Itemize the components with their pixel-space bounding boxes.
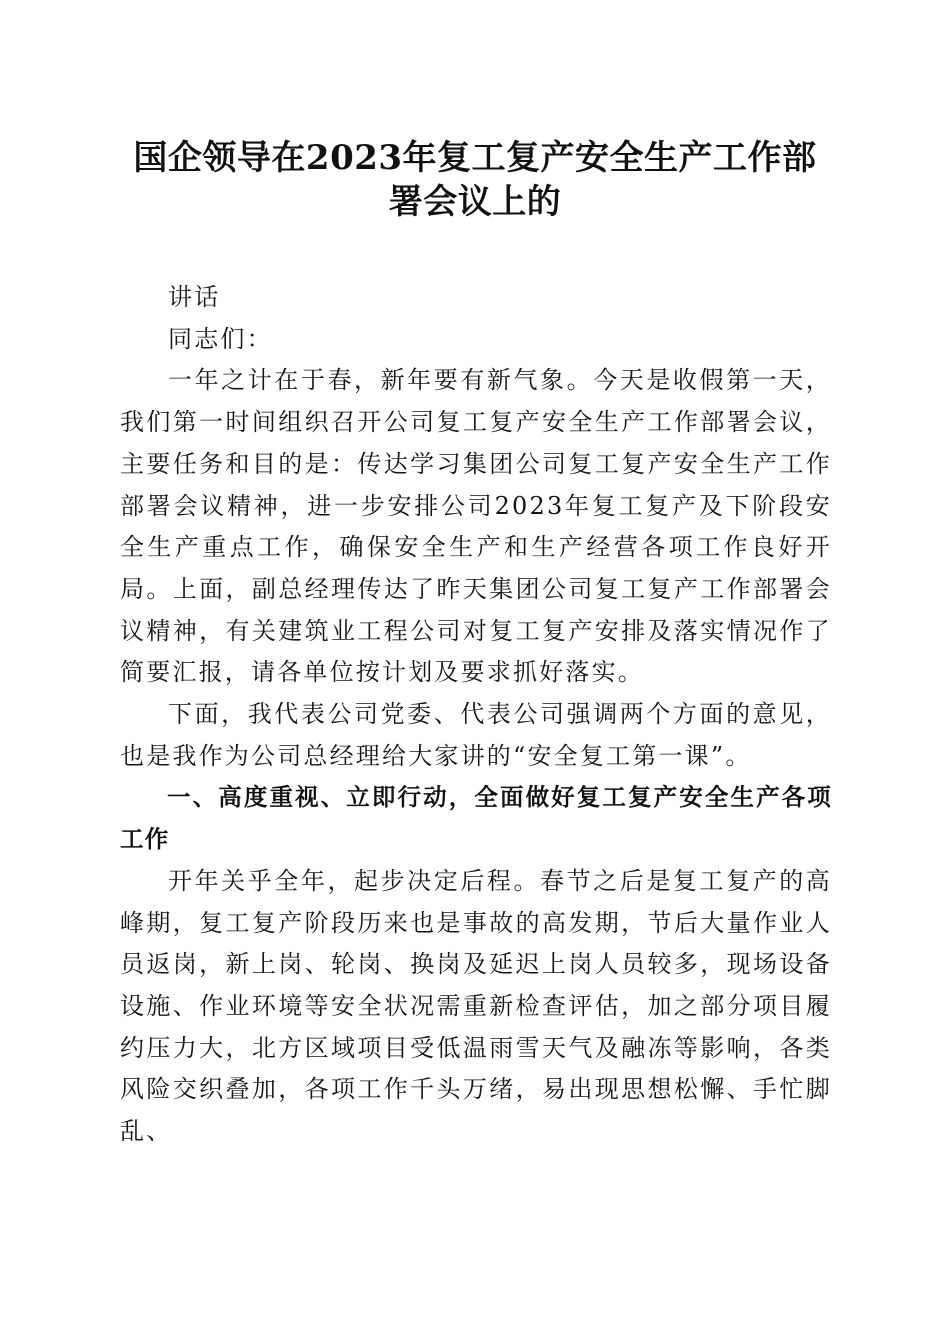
paragraph-section-1: 开年关乎全年，起步决定后程。春节之后是复工复产的高峰期，复工复产阶段历来也是事故的高发期，节后大量作业人员返岗，新上岗、轮岗、换岗及延迟上岗人员较多，现场设备设施、作业环境等安全状况需重新检查评估，加之部分项目履约压力大，北方区域项目受低温雨雪天气及融冻等影响，各类风险交织叠加，各项工作千头万绪，易出现思想松懈、手忙脚乱、	[120, 866, 832, 1146]
paragraph-speech-label: 讲话	[168, 283, 221, 311]
title-line-2: 署会议上的	[388, 182, 562, 222]
paragraph-intro: 一年之计在于春，新年要有新气象。今天是收假第一天，我们第一时间组织召开公司复工复产安全生产工作部署会议，主要任务和目的是：传达学习集团公司复工复产安全生产工作部署会议精神，进一步安排公司2023年复工复产及下阶段安全生产重点工作，确保安全生产和生产经营各项工作良好开局。上面，副总经理传达了昨天集团公司复工复产工作部署会议精神，有关建筑业工程公司对复工复产安排及落实情况作了简要汇报，请各单位按计划及要求抓好落实。	[120, 366, 832, 687]
title-line-1: 国企领导在2023年复工复产安全生产工作部	[133, 138, 817, 178]
section-heading-1: 一、高度重视、立即行动，全面做好复工复产安全生产各项工作	[120, 783, 832, 854]
document-body	[120, 277, 832, 1153]
paragraph-overview: 下面，我代表公司党委、代表公司强调两个方面的意见，也是我作为公司总经理给大家讲的“安全复工第一课”。	[120, 700, 832, 770]
document-title	[100, 136, 850, 224]
paragraph-salutation: 同志们：	[168, 324, 273, 353]
